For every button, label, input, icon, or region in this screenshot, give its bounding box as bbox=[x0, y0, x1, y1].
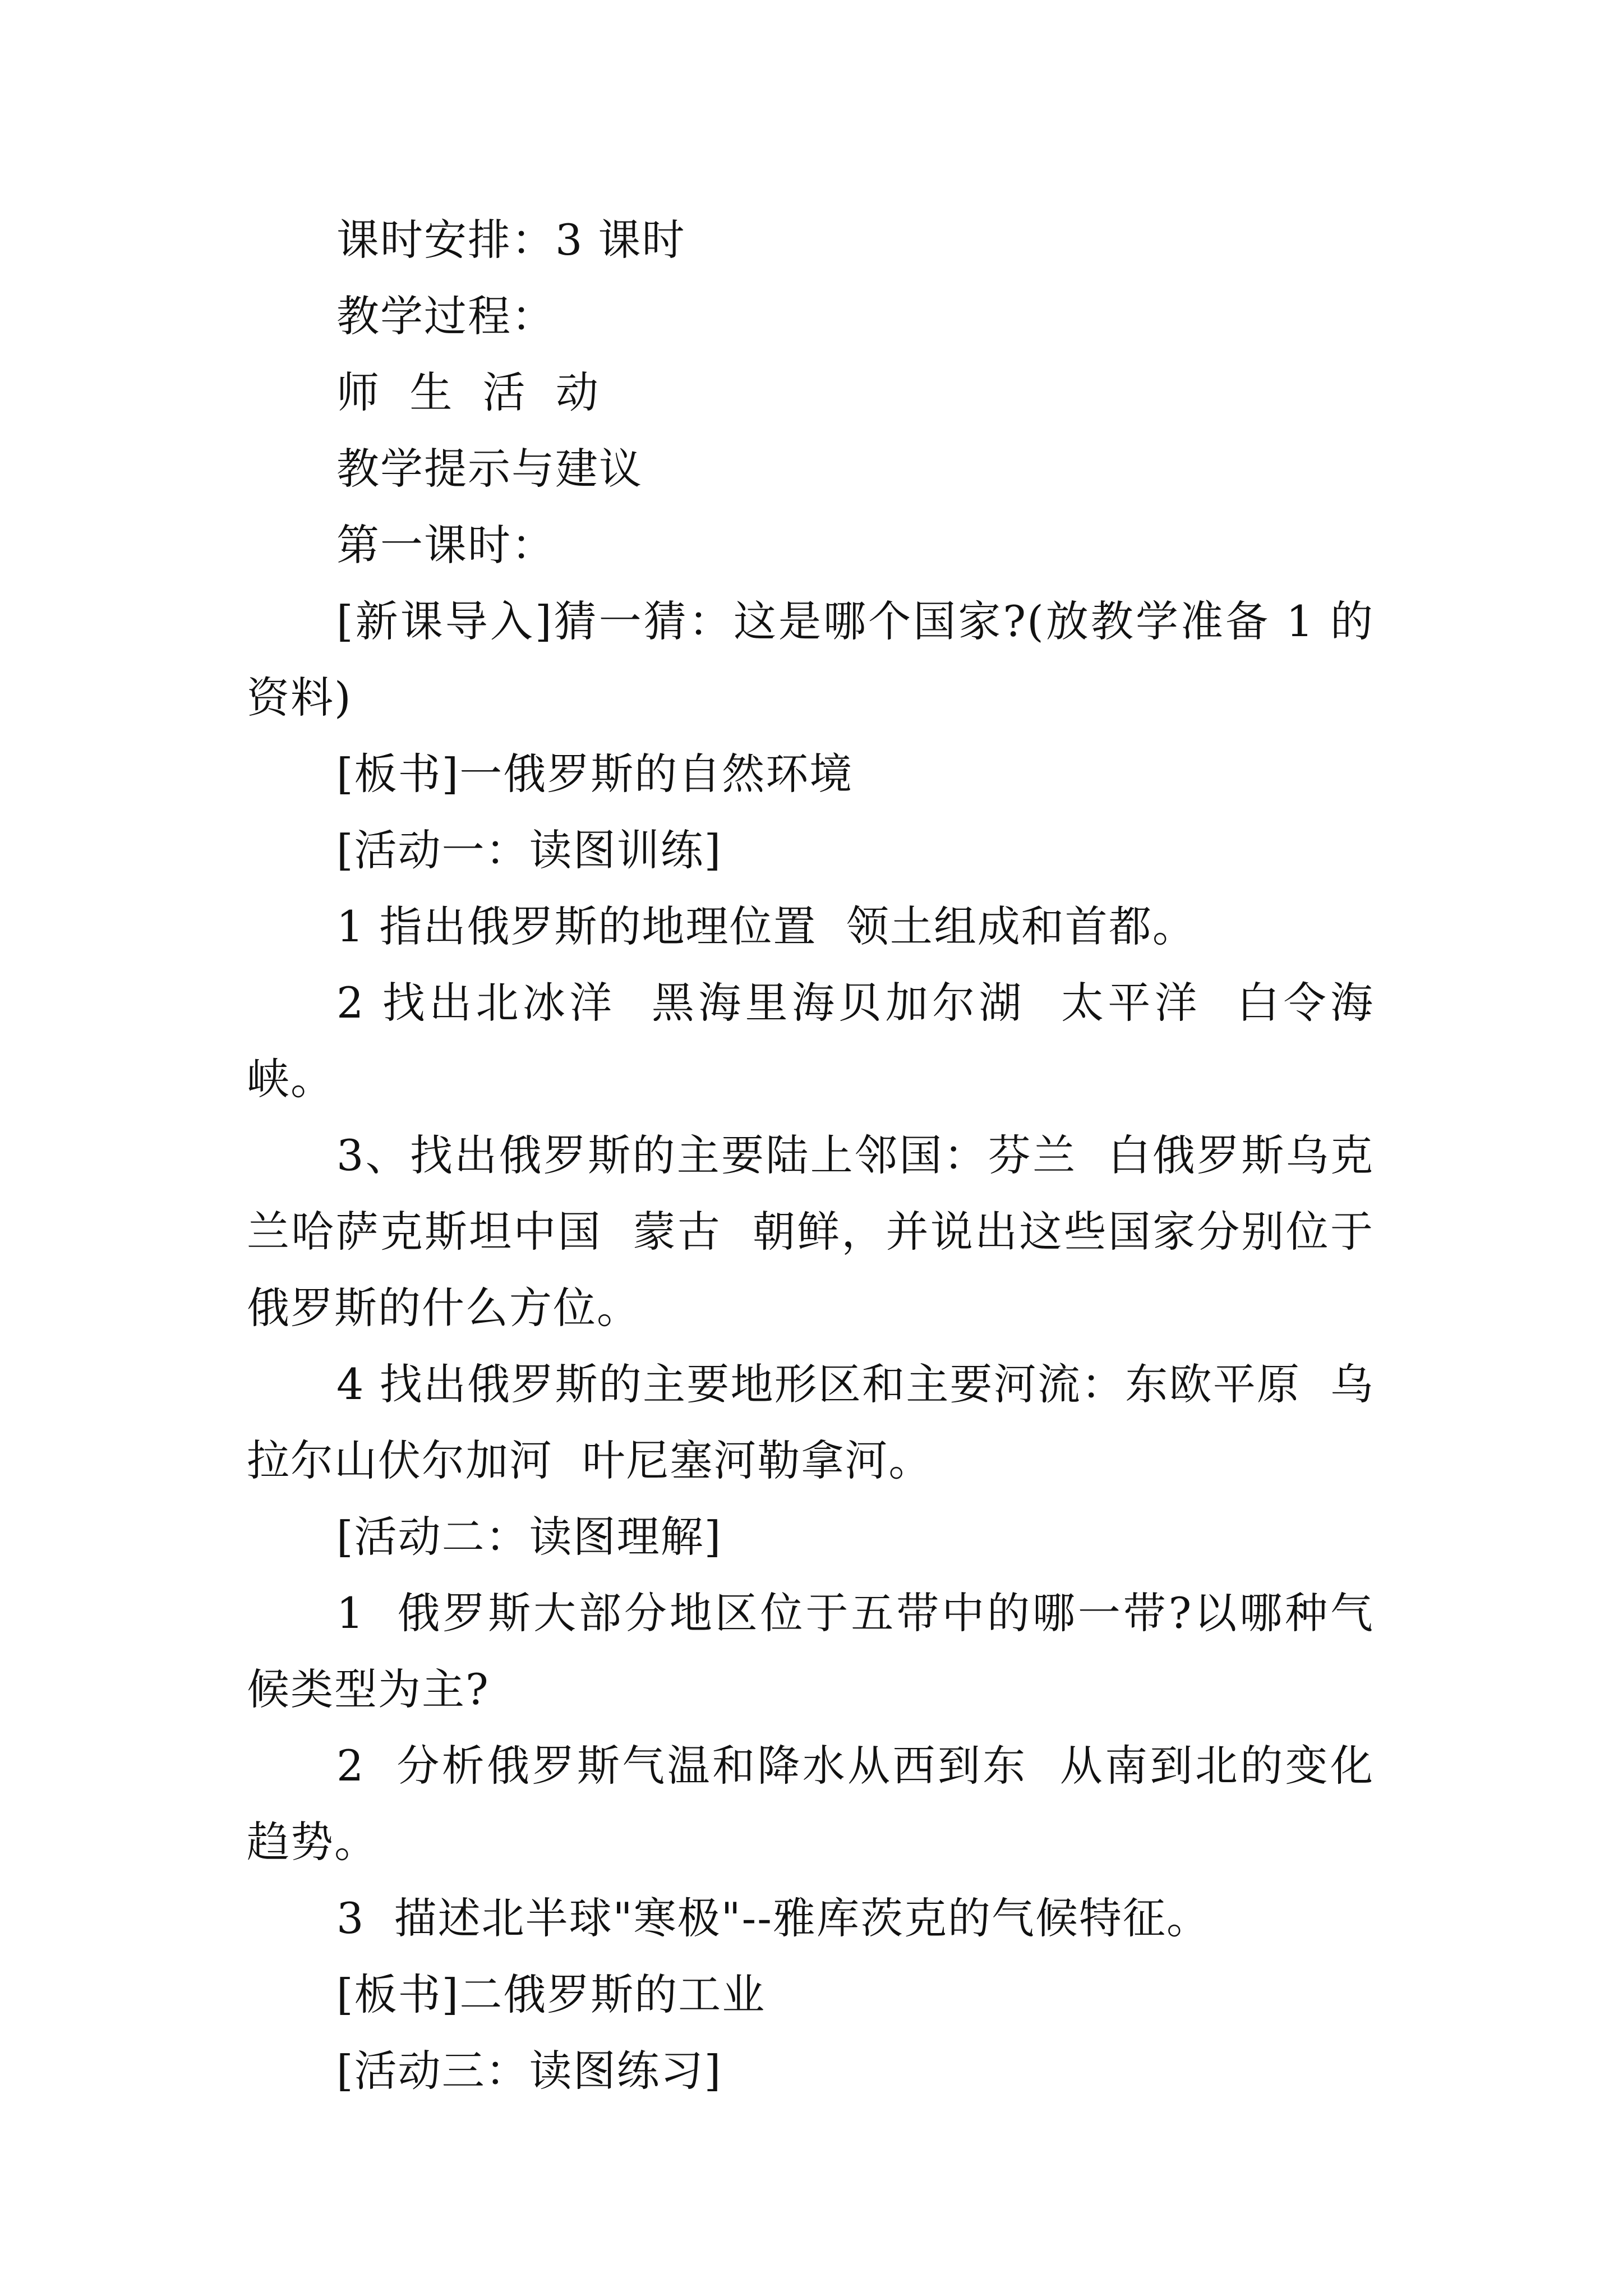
paragraph-question-1: 1 俄罗斯大部分地区位于五带中的哪一带?以哪种气候类型为主? bbox=[247, 1588, 1374, 1714]
paragraph-process: 教学过程： bbox=[336, 291, 555, 341]
paragraph-board-2: [板书]二俄罗斯的工业 bbox=[336, 1970, 766, 2019]
paragraph-activity-3: [活动三：读图练习] bbox=[336, 2046, 722, 2096]
paragraph-activity-2: [活动二：读图理解] bbox=[336, 1512, 722, 1562]
paragraph-suggestions: 教学提示与建议 bbox=[336, 444, 643, 494]
paragraph-question-2: 2 分析俄罗斯气温和降水从西到东 从南到北的变化趋势。 bbox=[247, 1741, 1374, 1867]
paragraph-first-lesson: 第一课时： bbox=[336, 520, 555, 570]
paragraph-activities: 师 生 活 动 bbox=[336, 367, 600, 417]
paragraph-item-1: 1 指出俄罗斯的地理位置 领土组成和首都。 bbox=[336, 901, 1196, 951]
paragraph-schedule: 课时安排：3 课时 bbox=[336, 215, 686, 265]
paragraph-intro: [新课导入]猜一猜：这是哪个国家?(放教学准备 1 的资料) bbox=[247, 596, 1374, 723]
paragraph-item-3: 3、找出俄罗斯的主要陆上邻国：芬兰 白俄罗斯乌克兰哈萨克斯坦中国 蒙古 朝鲜，并说出这些国家分别位于俄罗斯的什么方位。 bbox=[247, 1130, 1374, 1333]
document-body bbox=[247, 202, 1374, 2109]
paragraph-question-3: 3 描述北半球"寒极"--雅库茨克的气候特征。 bbox=[336, 1893, 1210, 1943]
paragraph-item-4: 4 找出俄罗斯的主要地形区和主要河流：东欧平原 乌拉尔山伏尔加河 叶尼塞河勒拿河。 bbox=[247, 1359, 1374, 1485]
paragraph-item-2: 2 找出北冰洋 黑海里海贝加尔湖 太平洋 白令海峡。 bbox=[247, 978, 1374, 1104]
paragraph-activity-1: [活动一：读图训练] bbox=[336, 825, 722, 875]
paragraph-board-1: [板书]一俄罗斯的自然环境 bbox=[336, 749, 854, 799]
